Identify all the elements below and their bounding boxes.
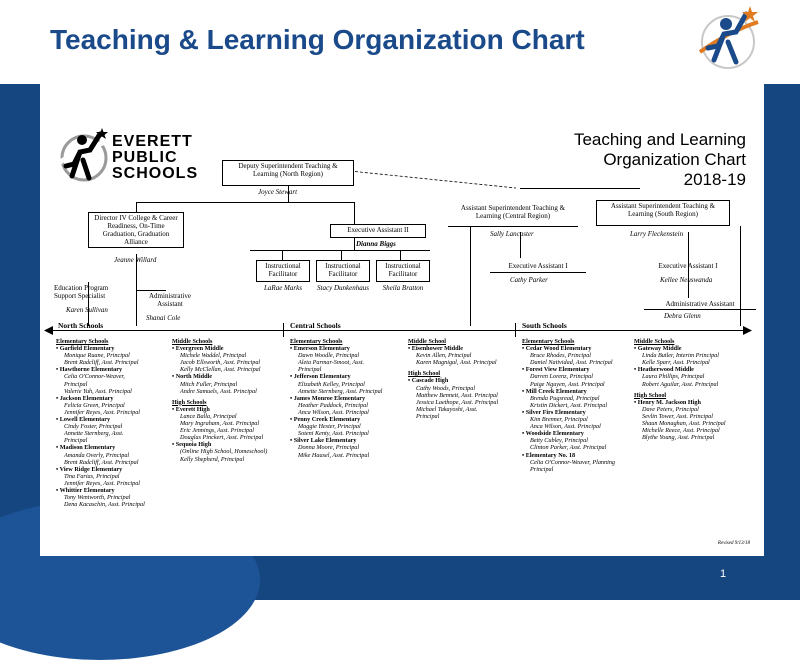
region-timeline xyxy=(52,330,746,331)
staff-line: Kelly Shepherd, Principal xyxy=(180,455,245,463)
facilitator-3-title: Instructional Facilitator xyxy=(385,262,421,278)
staff-line: Valerie Yuh, Asst. Principal xyxy=(64,387,132,395)
staff-line: Maggie Hester, Principal xyxy=(298,423,361,431)
school-level-heading: Middle Schools xyxy=(172,338,213,345)
admin-south-underline xyxy=(644,309,756,310)
school-name: • Silver Firs Elementary xyxy=(522,408,586,416)
school-name: • Gateway Middle xyxy=(634,345,682,353)
school-name: • Silver Lake Elementary xyxy=(290,437,357,445)
staff-line: Jennifer Reyes, Asst. Principal xyxy=(64,479,141,487)
arrow-right-icon xyxy=(742,326,752,335)
region-north: North Schools xyxy=(58,321,104,330)
connector-fac-2 xyxy=(341,250,342,260)
staff-line: Heather Paddock, Principal xyxy=(298,401,368,409)
staff-line: Donna Moore, Principal xyxy=(298,444,360,452)
school-name: • Evergreen Middle xyxy=(172,345,224,353)
exec-central-name: Cathy Parker xyxy=(510,276,548,284)
staff-line: Cindy Foster, Principal xyxy=(64,423,123,431)
school-name: • Madison Elementary xyxy=(56,444,116,452)
staff-line: Michael Takayoshi, Asst. xyxy=(416,405,478,413)
school-name: • Woodside Elementary xyxy=(522,430,584,438)
asst-south-title: Assistant Superintendent Teaching & Learning (South Region) xyxy=(610,202,716,218)
page-number: 1 xyxy=(720,568,727,580)
staff-line: Kelly McClellan, Asst. Principal xyxy=(180,366,261,374)
staff-line: Sevlin Tower, Asst. Principal xyxy=(642,412,713,420)
staff-line: Monique Ruane, Principal xyxy=(64,352,130,360)
staff-line: Felicia Green, Principal xyxy=(64,401,125,409)
deputy-superintendent-box xyxy=(222,160,354,186)
staff-line: Daniel Natividad, Asst. Principal xyxy=(530,359,613,367)
school-name: • Forest View Elementary xyxy=(522,366,590,374)
connector-fac-1 xyxy=(282,250,283,260)
staff-line: Anca Wilson, Asst. Principal xyxy=(530,423,601,431)
school-name: • Heatherwood Middle xyxy=(634,366,694,374)
connector-admin xyxy=(136,290,166,291)
region-divider-1 xyxy=(283,323,284,337)
eps-word-2: PUBLIC xyxy=(112,149,178,166)
staff-line: Brent Radcliff, Asst. Principal xyxy=(64,359,139,367)
staff-line: Paige Nguyen, Asst. Principal xyxy=(530,380,605,388)
eps-word-3: SCHOOLS xyxy=(112,165,199,182)
connector-asst-top xyxy=(520,188,640,189)
asst-central-title: Assistant Superintendent Teaching & Learning (Central Region) xyxy=(460,204,566,220)
staff-line: Jennifer Reyes, Asst. Principal xyxy=(64,408,141,416)
staff-line: Karen Magnigal, Asst. Principal xyxy=(416,359,497,367)
school-level-heading: High Schools xyxy=(172,398,207,406)
staff-line: Amanda Overly, Principal xyxy=(64,451,130,459)
staff-line: Celia O'Connor-Weaver, Planning xyxy=(530,458,616,466)
staff-line: Eric Jennings, Asst. Principal xyxy=(180,427,254,435)
school-level-heading: Middle Schools xyxy=(634,338,675,345)
school-name: • Everett High xyxy=(172,405,210,413)
admin-asst-name: Shanai Cole xyxy=(146,314,181,322)
staff-line: Lance Balla, Principal xyxy=(180,412,237,420)
staff-line: Dave Peters, Principal xyxy=(642,405,699,413)
school-name: • Mill Creek Elementary xyxy=(522,387,587,395)
facilitator-1-title: Instructional Facilitator xyxy=(265,262,301,278)
staff-line: Kristin Dickert, Asst. Principal xyxy=(530,401,608,409)
school-name: • Whittier Elementary xyxy=(56,486,115,494)
staff-line: Brent Radcliff, Asst. Principal xyxy=(64,458,139,466)
chart-title-line-2: Organization Chart xyxy=(603,150,746,169)
region-south: South Schools xyxy=(522,321,567,330)
school-level-heading: High School xyxy=(408,370,441,378)
school-name: • Elementary No. 18 xyxy=(522,451,576,459)
dashed-peer-connector xyxy=(340,168,520,190)
school-name: • Garfield Elementary xyxy=(56,345,115,353)
school-name: • Penny Creek Elementary xyxy=(290,416,361,424)
staff-line: Cathy Woods, Principal xyxy=(416,384,476,392)
director-title: Director IV College & Career Readiness, On-Time Graduation, Graduation Alliance xyxy=(94,214,178,246)
staff-line: Annette Sternberg, Asst. Principal xyxy=(298,387,383,395)
staff-line: Principal xyxy=(530,465,554,473)
facilitator-3-name: Sheila Bratton xyxy=(382,284,424,292)
asst-south-box xyxy=(596,200,730,226)
staff-line: Laura Phillips, Principal xyxy=(642,373,705,381)
staff-line: Jessica Laethope, Asst. Principal xyxy=(416,398,499,406)
school-level-heading: Middle School xyxy=(408,338,446,345)
chart-title xyxy=(500,130,746,190)
staff-line: Tony Wentworth, Principal xyxy=(64,494,131,502)
staff-line: Douglas Pinckert, Asst. Principal xyxy=(180,434,264,442)
school-level-heading: Elementary Schools xyxy=(290,338,343,345)
staff-line: Brenda Pugsread, Principal xyxy=(530,394,600,402)
staff-line: Darren Lorenz, Principal xyxy=(530,373,593,381)
connector-fac-3 xyxy=(400,250,401,260)
staff-line: (Online High School, Homeschool) xyxy=(180,448,268,456)
school-name: • James Monroe Elementary xyxy=(290,394,366,402)
chart-title-line-1: Teaching and Learning xyxy=(573,130,746,149)
school-name: • View Ridge Elementary xyxy=(56,465,123,473)
eps-word-1: EVERETT xyxy=(112,133,193,150)
school-level-heading: High School xyxy=(634,391,667,399)
exec-south-title: Executive Assistant I xyxy=(658,262,718,270)
connector-to-director xyxy=(136,202,137,212)
asst-south-name: Larry Fleckenstein xyxy=(630,230,684,238)
staff-line: Robert Aguilar, Asst. Principal xyxy=(642,380,719,388)
staff-line: Matthew Bennett, Asst. Principal xyxy=(416,391,498,399)
ed-program-name: Karen Sullivan xyxy=(66,306,108,314)
staff-line: Andre Samuels, Asst. Principal xyxy=(180,387,257,395)
region-divider-2 xyxy=(515,323,516,337)
staff-line: Soteni Kenty, Asst. Principal xyxy=(298,430,369,438)
school-name: • Cascade High xyxy=(408,377,449,385)
admin-south-name: Debra Glenn xyxy=(664,312,701,320)
slide-title: Teaching & Learning Organization Chart xyxy=(50,24,585,55)
connector-south-down xyxy=(740,226,741,326)
staff-line: Elizabeth Kelley, Principal xyxy=(298,380,365,388)
staff-line: Anca Wilson, Asst. Principal xyxy=(298,408,369,416)
facilitator-1-name: LaRae Marks xyxy=(264,284,302,292)
staff-line: Clinton Parker, Asst. Principal xyxy=(530,444,607,452)
staff-line: Blythe Young, Asst. Principal xyxy=(642,434,715,442)
facilitator-box-1 xyxy=(256,260,310,282)
staff-line: Betty Cubley, Principal xyxy=(530,437,588,445)
school-level-heading: Elementary Schools xyxy=(56,338,109,345)
staff-line: Michele Waddel, Principal xyxy=(180,352,247,360)
connector-exec-ii-down xyxy=(354,238,355,250)
exec-south-name: Kellee Neuswanda xyxy=(660,276,713,284)
school-name: • Eisenhower Middle xyxy=(408,345,463,353)
region-central: Central Schools xyxy=(290,321,341,330)
staff-line: Aleta Parmar-Smoot, Asst. xyxy=(298,359,365,367)
school-name: • Lowell Elementary xyxy=(56,416,111,424)
staff-line: Celia O'Connor-Weaver, xyxy=(64,373,125,381)
school-name: • Cedar Wood Elementary xyxy=(522,345,592,353)
eps-logo-wordmark xyxy=(112,134,198,182)
staff-line: Mary Ingraham, Asst. Principal xyxy=(180,420,260,428)
staff-line: Dawn Woodle, Principal xyxy=(298,352,360,360)
revised-date: Revised 9/13/18 xyxy=(717,541,750,546)
facilitator-box-3 xyxy=(376,260,430,282)
facilitator-2-name: Stacy Dunkenhaus xyxy=(317,284,369,292)
district-logo-icon xyxy=(688,2,764,74)
deputy-title: Deputy Superintendent Teaching & Learning (North Region) xyxy=(238,162,338,178)
school-name: • Emerson Elementary xyxy=(290,345,350,353)
staff-line: Tina Farias, Principal xyxy=(64,472,120,480)
school-level-heading: Elementary Schools xyxy=(522,338,575,345)
admin-south-title: Administrative Assistant xyxy=(665,300,735,308)
background-band-right xyxy=(764,84,800,600)
eps-star-logo-icon xyxy=(56,128,110,186)
connector-central-down xyxy=(470,226,471,326)
staff-line: Principal xyxy=(64,437,88,445)
staff-line: Principal xyxy=(298,366,322,374)
staff-line: Bruce Rhodes, Principal xyxy=(530,352,592,360)
staff-line: Jacob Ellsworth, Asst. Principal xyxy=(180,359,261,367)
staff-line: Michelle Reece, Asst. Principal xyxy=(642,427,720,435)
exec-asst-ii-title: Executive Assistant II xyxy=(347,226,409,234)
north-elementary-column xyxy=(56,338,174,508)
ed-program-title: Education Program Support Specialist xyxy=(54,284,109,300)
arrow-left-icon xyxy=(44,326,54,335)
chart-title-line-3: 2018-19 xyxy=(683,170,746,189)
school-name: • Henry M. Jackson High xyxy=(634,398,701,406)
staff-line: Linda Butler, Interim Principal xyxy=(642,352,719,360)
connector-deputy-branch xyxy=(136,202,354,203)
school-name: • Sequoia High xyxy=(172,441,212,449)
staff-line: Mitch Fuller, Principal xyxy=(180,380,238,388)
facilitator-box-2 xyxy=(316,260,370,282)
deputy-name: Joyce Stewart xyxy=(258,188,298,196)
staff-line: Kelle Sparr, Asst. Principal xyxy=(642,359,710,367)
school-name: • Jefferson Elementary xyxy=(290,373,351,381)
staff-line: Principal xyxy=(64,380,88,388)
exec-central-title: Executive Assistant I xyxy=(508,262,568,270)
central-elementary-column xyxy=(290,338,408,459)
staff-line: Shaun Monaghan, Asst. Principal xyxy=(642,420,726,428)
connector-to-exec-ii xyxy=(354,202,355,224)
exec-asst-ii-box xyxy=(330,224,426,238)
staff-line: Annette Sternberg, Asst. xyxy=(64,430,124,438)
director-name: Jeanne Willard xyxy=(114,256,157,264)
school-name: • Jackson Elementary xyxy=(56,394,114,402)
north-secondary-column xyxy=(172,338,290,463)
admin-asst-title: Administrative Assistant xyxy=(149,292,191,308)
staff-line: Kim Brenner, Principal xyxy=(530,416,588,424)
staff-line: Kevin Allen, Principal xyxy=(416,352,472,360)
asst-central-name: Sally Lancaster xyxy=(490,230,534,238)
staff-line: Dena Kacaschin, Asst. Principal xyxy=(64,501,145,509)
south-elementary-column xyxy=(522,338,640,473)
exec-central-underline xyxy=(490,272,586,273)
central-secondary-column xyxy=(408,338,526,420)
staff-line: Principal xyxy=(416,412,440,420)
south-secondary-column xyxy=(634,338,752,441)
school-name: • Hawthorne Elementary xyxy=(56,366,123,374)
connector-facilitators xyxy=(250,250,430,251)
asst-central-underline xyxy=(448,226,578,227)
school-name: • North Middle xyxy=(172,373,212,381)
exec-asst-ii-name: Dianna Biggs xyxy=(356,240,396,248)
facilitator-2-title: Instructional Facilitator xyxy=(325,262,361,278)
director-box xyxy=(88,212,184,248)
staff-line: Mike Haasel, Asst. Principal xyxy=(298,451,370,459)
